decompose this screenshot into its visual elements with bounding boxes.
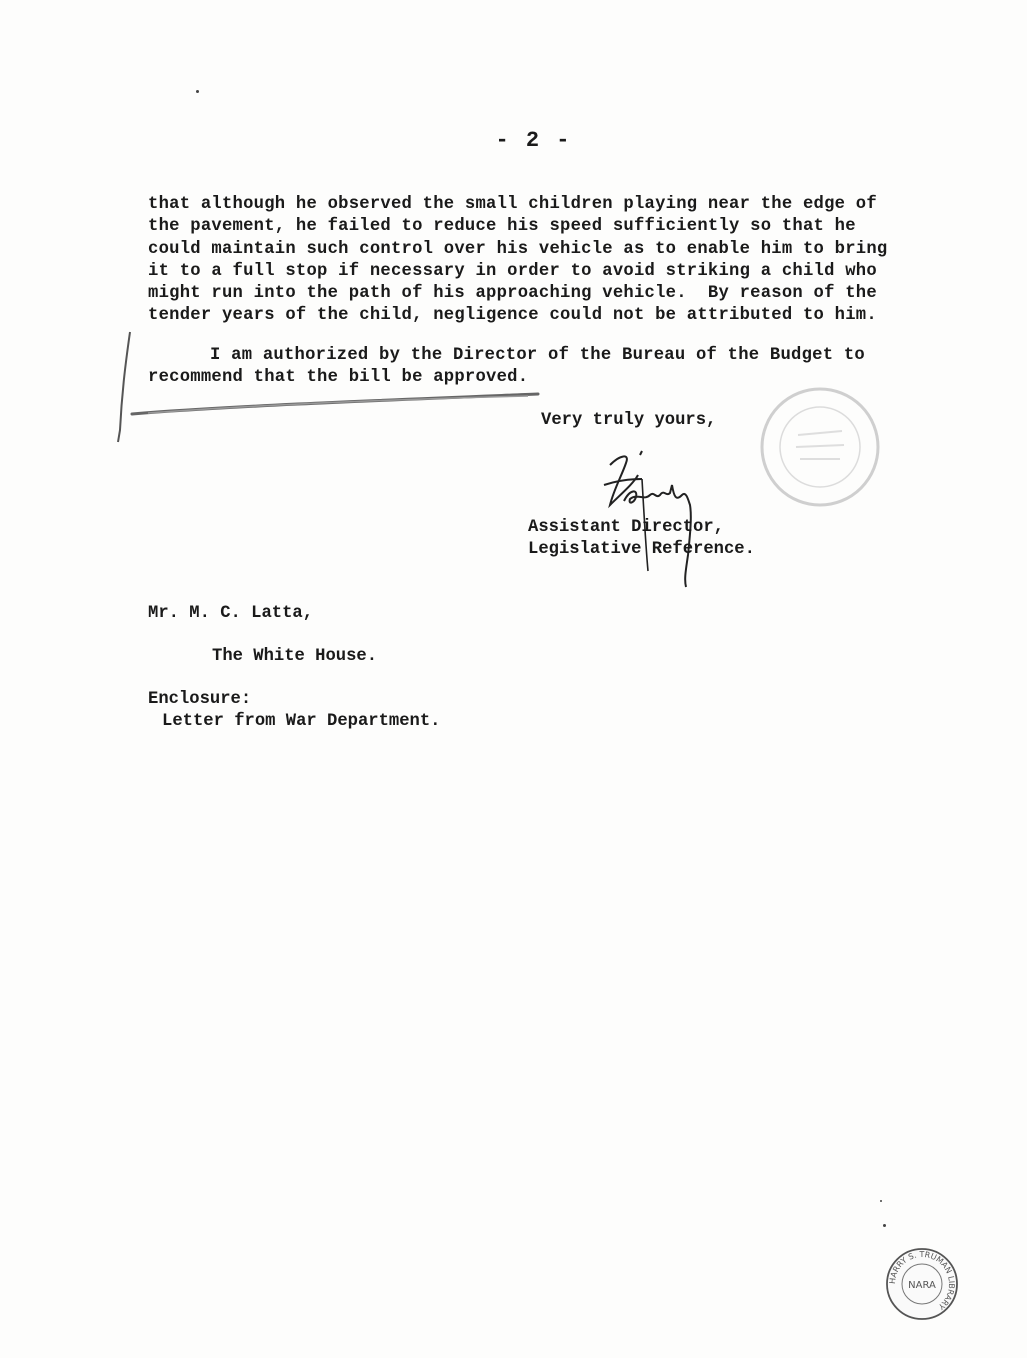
paragraph-1-line: it to a full stop if necessary in order to avoid striking a child who bbox=[148, 261, 877, 281]
paragraph-1 bbox=[148, 194, 888, 328]
enclosure-label: Enclosure: bbox=[148, 690, 252, 709]
archive-stamp-center-text: NARA bbox=[908, 1280, 936, 1291]
faint-library-stamp bbox=[758, 385, 882, 509]
addressee-name: Mr. M. C. Latta, bbox=[148, 604, 314, 623]
paragraph-1-line: the pavement, he failed to reduce his speed sufficiently so that he bbox=[148, 217, 856, 237]
scan-speck bbox=[880, 1200, 882, 1202]
signature-division: Legislative Reference. bbox=[528, 540, 755, 559]
page-number: - 2 - bbox=[495, 128, 572, 153]
enclosure-item: Letter from War Department. bbox=[162, 712, 441, 731]
paragraph-1-line: might run into the path of his approaching vehicle. By reason of the bbox=[148, 284, 877, 304]
signature-block bbox=[528, 517, 755, 561]
addressee-place: The White House. bbox=[212, 647, 378, 666]
archive-stamp-ring-text: HARRY S. TRUMAN LIBRARY bbox=[887, 1249, 957, 1312]
paragraph-1-line: that although he observed the small children playing near the edge of bbox=[148, 195, 877, 214]
signature-title: Assistant Director, bbox=[528, 518, 724, 537]
paragraph-1-line: tender years of the child, negligence could not be attributed to him. bbox=[148, 306, 877, 326]
scan-speck bbox=[883, 1224, 886, 1227]
paragraph-2-line: recommend that the bill be approved. bbox=[148, 368, 529, 388]
paragraph-1-line: could maintain such control over his vehicle as to enable him to bring bbox=[148, 239, 888, 259]
paragraph-2 bbox=[148, 345, 888, 390]
closing-salutation: Very truly yours, bbox=[541, 411, 717, 430]
paragraph-2-line: I am authorized by the Director of the Bureau of the Budget to bbox=[210, 346, 865, 365]
scan-speck bbox=[196, 90, 199, 93]
nara-archive-stamp bbox=[884, 1246, 960, 1322]
